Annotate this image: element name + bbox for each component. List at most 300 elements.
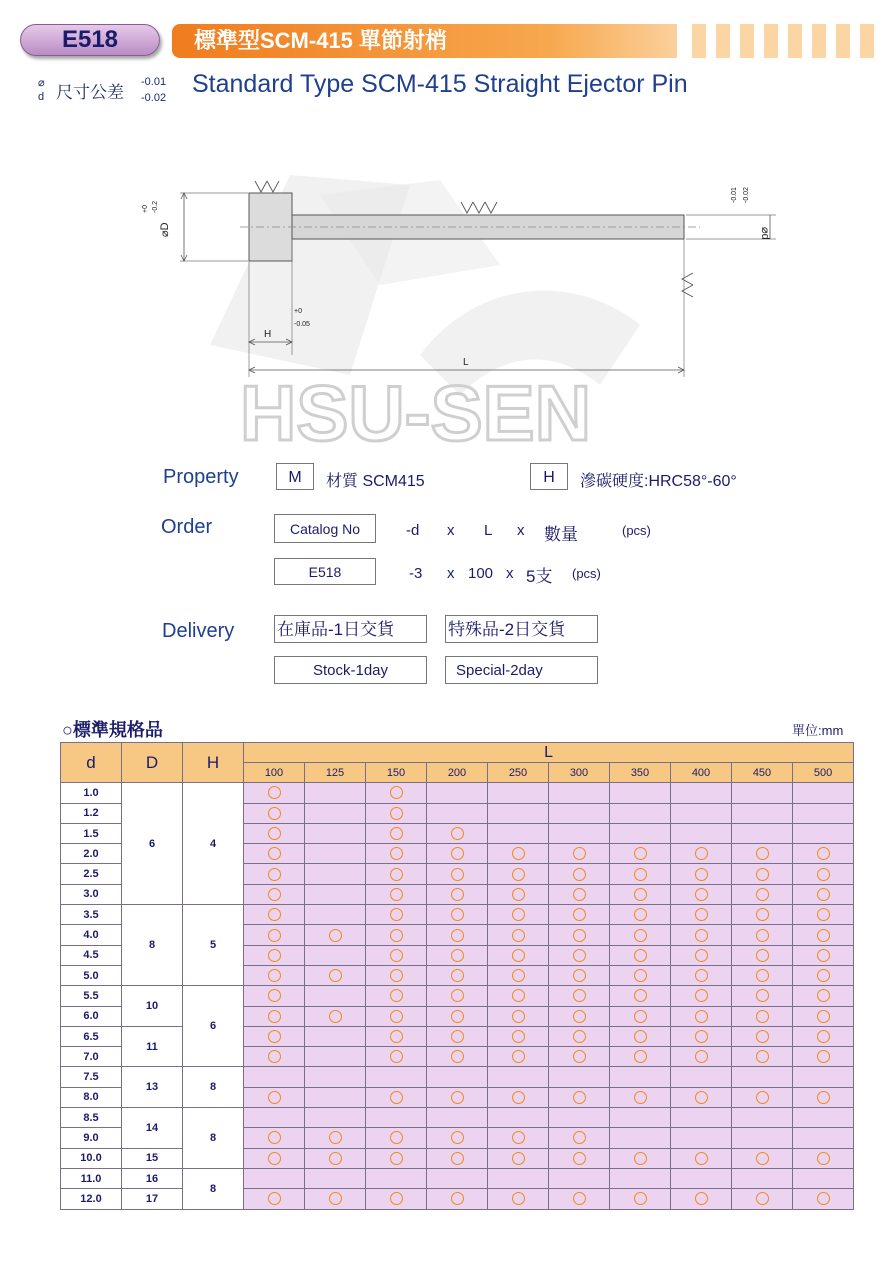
availability-cell — [549, 823, 610, 843]
availability-cell — [793, 1168, 854, 1188]
availability-cell — [549, 1108, 610, 1128]
availability-cell — [488, 1128, 549, 1148]
availability-cell — [610, 965, 671, 985]
available-circle-icon — [329, 1192, 342, 1205]
availability-cell — [244, 1108, 305, 1128]
availability-cell — [488, 803, 549, 823]
availability-cell — [488, 925, 549, 945]
availability-cell — [549, 1047, 610, 1067]
available-circle-icon — [573, 868, 586, 881]
availability-cell — [610, 925, 671, 945]
cell-H: 8 — [183, 1168, 244, 1209]
delivery-label: Delivery — [162, 620, 235, 642]
availability-cell — [366, 905, 427, 925]
availability-cell — [488, 1189, 549, 1209]
table-title: ○標準規格品 — [62, 720, 163, 740]
availability-cell — [427, 1067, 488, 1087]
availability-cell — [488, 1047, 549, 1067]
availability-cell — [488, 905, 549, 925]
availability-cell — [488, 1026, 549, 1046]
availability-cell — [610, 986, 671, 1006]
title-stripe — [740, 24, 754, 58]
availability-cell — [244, 1189, 305, 1209]
availability-cell — [244, 884, 305, 904]
availability-cell — [305, 1006, 366, 1026]
available-circle-icon — [817, 847, 830, 860]
available-circle-icon — [817, 1010, 830, 1023]
availability-cell — [610, 1047, 671, 1067]
available-circle-icon — [573, 1030, 586, 1043]
available-circle-icon — [512, 1192, 525, 1205]
title-stripe — [764, 24, 778, 58]
availability-cell — [732, 925, 793, 945]
availability-cell — [244, 783, 305, 803]
availability-cell — [488, 864, 549, 884]
available-circle-icon — [573, 949, 586, 962]
available-circle-icon — [268, 1131, 281, 1144]
available-circle-icon — [634, 949, 647, 962]
available-circle-icon — [756, 949, 769, 962]
availability-cell — [366, 1189, 427, 1209]
table-row — [61, 905, 854, 925]
availability-cell — [305, 925, 366, 945]
availability-cell — [793, 1108, 854, 1128]
availability-cell — [427, 864, 488, 884]
d-tol-upper: -0.01 — [731, 187, 738, 203]
title-stripe — [716, 24, 730, 58]
table-row — [61, 1067, 854, 1087]
available-circle-icon — [817, 868, 830, 881]
availability-cell — [732, 1047, 793, 1067]
availability-cell — [671, 1108, 732, 1128]
availability-cell — [671, 925, 732, 945]
available-circle-icon — [268, 1192, 281, 1205]
availability-cell — [610, 884, 671, 904]
available-circle-icon — [390, 1131, 403, 1144]
availability-cell — [488, 844, 549, 864]
availability-cell — [488, 1006, 549, 1026]
available-circle-icon — [817, 929, 830, 942]
availability-cell — [549, 1026, 610, 1046]
availability-cell — [488, 783, 549, 803]
available-circle-icon — [512, 1030, 525, 1043]
available-circle-icon — [756, 989, 769, 1002]
cell-D: 8 — [122, 905, 183, 986]
availability-cell — [366, 925, 427, 945]
cell-d: 10.0 — [61, 1148, 122, 1168]
availability-cell — [366, 965, 427, 985]
product-title-zh: 標準型SCM-415 單節射梢 — [172, 24, 677, 58]
available-circle-icon — [634, 969, 647, 982]
availability-cell — [427, 1026, 488, 1046]
availability-cell — [793, 905, 854, 925]
cell-H: 8 — [183, 1067, 244, 1108]
availability-cell — [671, 1148, 732, 1168]
available-circle-icon — [573, 969, 586, 982]
available-circle-icon — [329, 969, 342, 982]
pin-head — [249, 193, 292, 261]
available-circle-icon — [390, 1192, 403, 1205]
availability-cell — [610, 1026, 671, 1046]
availability-cell — [610, 844, 671, 864]
availability-cell — [671, 803, 732, 823]
availability-cell — [732, 945, 793, 965]
available-circle-icon — [268, 827, 281, 840]
header-L-125: 125 — [305, 763, 366, 783]
availability-cell — [366, 844, 427, 864]
delivery-special-en: Special-2day — [445, 656, 598, 684]
availability-cell — [366, 1168, 427, 1188]
availability-cell — [671, 823, 732, 843]
availability-cell — [305, 1128, 366, 1148]
cell-D: 16 — [122, 1168, 183, 1188]
available-circle-icon — [817, 949, 830, 962]
available-circle-icon — [390, 1030, 403, 1043]
available-circle-icon — [573, 1192, 586, 1205]
available-circle-icon — [634, 1192, 647, 1205]
availability-cell — [732, 1067, 793, 1087]
header-H: H — [183, 743, 244, 783]
D-tol-lower: -0.2 — [152, 200, 159, 213]
availability-cell — [427, 986, 488, 1006]
availability-cell — [427, 844, 488, 864]
cell-d: 7.5 — [61, 1067, 122, 1087]
availability-cell — [427, 1006, 488, 1026]
order-field-L: L — [484, 522, 493, 539]
available-circle-icon — [512, 847, 525, 860]
title-stripe — [788, 24, 802, 58]
availability-cell — [732, 1026, 793, 1046]
available-circle-icon — [817, 1050, 830, 1063]
availability-cell — [671, 884, 732, 904]
available-circle-icon — [634, 1030, 647, 1043]
availability-cell — [305, 1067, 366, 1087]
availability-cell — [671, 1189, 732, 1209]
available-circle-icon — [451, 1192, 464, 1205]
available-circle-icon — [329, 1152, 342, 1165]
availability-cell — [305, 1047, 366, 1067]
available-circle-icon — [695, 847, 708, 860]
available-circle-icon — [451, 1152, 464, 1165]
available-circle-icon — [634, 868, 647, 881]
available-circle-icon — [451, 969, 464, 982]
availability-cell — [488, 965, 549, 985]
cell-d: 1.0 — [61, 783, 122, 803]
availability-cell — [366, 823, 427, 843]
availability-cell — [366, 986, 427, 1006]
availability-cell — [427, 1168, 488, 1188]
availability-cell — [549, 925, 610, 945]
availability-cell — [549, 1189, 610, 1209]
availability-cell — [305, 965, 366, 985]
available-circle-icon — [390, 888, 403, 901]
availability-cell — [549, 1168, 610, 1188]
availability-cell — [732, 803, 793, 823]
available-circle-icon — [390, 807, 403, 820]
availability-cell — [366, 1047, 427, 1067]
available-circle-icon — [512, 989, 525, 1002]
available-circle-icon — [512, 1091, 525, 1104]
availability-cell — [244, 986, 305, 1006]
cell-d: 1.5 — [61, 823, 122, 843]
available-circle-icon — [390, 1050, 403, 1063]
cell-d: 12.0 — [61, 1189, 122, 1209]
available-circle-icon — [634, 929, 647, 942]
header-L-300: 300 — [549, 763, 610, 783]
cell-d: 5.5 — [61, 986, 122, 1006]
availability-cell — [366, 1026, 427, 1046]
title-stripe — [860, 24, 874, 58]
availability-cell — [244, 864, 305, 884]
order-field-qty: 數量 — [544, 525, 578, 544]
availability-cell — [244, 1047, 305, 1067]
table-row — [61, 1108, 854, 1128]
available-circle-icon — [695, 1010, 708, 1023]
availability-cell — [305, 1108, 366, 1128]
example-d: -3 — [409, 565, 423, 582]
available-circle-icon — [451, 989, 464, 1002]
table-row — [61, 1026, 854, 1046]
available-circle-icon — [634, 1152, 647, 1165]
available-circle-icon — [573, 888, 586, 901]
availability-cell — [305, 1189, 366, 1209]
availability-cell — [488, 1108, 549, 1128]
cell-d: 7.0 — [61, 1047, 122, 1067]
available-circle-icon — [268, 949, 281, 962]
available-circle-icon — [756, 1050, 769, 1063]
table-body — [61, 783, 854, 1209]
availability-cell — [793, 783, 854, 803]
availability-cell — [427, 884, 488, 904]
available-circle-icon — [512, 868, 525, 881]
catalog-no-header: Catalog No — [274, 514, 376, 543]
available-circle-icon — [756, 969, 769, 982]
available-circle-icon — [268, 807, 281, 820]
table-row — [61, 1168, 854, 1188]
availability-cell — [427, 1087, 488, 1107]
available-circle-icon — [390, 908, 403, 921]
delivery-special-zh: 特殊品-2日交貨 — [445, 615, 598, 643]
available-circle-icon — [756, 888, 769, 901]
available-circle-icon — [756, 1192, 769, 1205]
table-row — [61, 783, 854, 803]
availability-cell — [488, 884, 549, 904]
available-circle-icon — [695, 989, 708, 1002]
availability-cell — [244, 945, 305, 965]
available-circle-icon — [329, 929, 342, 942]
available-circle-icon — [695, 1152, 708, 1165]
cell-H: 6 — [183, 986, 244, 1067]
available-circle-icon — [573, 1091, 586, 1104]
available-circle-icon — [634, 888, 647, 901]
availability-cell — [427, 1148, 488, 1168]
availability-cell — [427, 803, 488, 823]
catalog-code-badge: E518 — [20, 24, 160, 56]
availability-cell — [244, 844, 305, 864]
availability-cell — [793, 1087, 854, 1107]
availability-cell — [732, 986, 793, 1006]
availability-cell — [366, 1087, 427, 1107]
available-circle-icon — [390, 1010, 403, 1023]
availability-cell — [549, 1087, 610, 1107]
availability-cell — [549, 884, 610, 904]
availability-cell — [732, 864, 793, 884]
cell-d: 8.5 — [61, 1108, 122, 1128]
tolerance-upper: -0.01 — [141, 76, 167, 88]
cell-d: 11.0 — [61, 1168, 122, 1188]
available-circle-icon — [451, 888, 464, 901]
available-circle-icon — [695, 888, 708, 901]
delivery-stock-en: Stock-1day — [274, 656, 427, 684]
availability-cell — [549, 986, 610, 1006]
available-circle-icon — [268, 969, 281, 982]
available-circle-icon — [817, 1192, 830, 1205]
table-row — [61, 1189, 854, 1209]
available-circle-icon — [756, 868, 769, 881]
availability-cell — [610, 1067, 671, 1087]
available-circle-icon — [268, 1030, 281, 1043]
available-circle-icon — [268, 1010, 281, 1023]
availability-cell — [671, 844, 732, 864]
availability-cell — [427, 1047, 488, 1067]
available-circle-icon — [268, 847, 281, 860]
cell-d: 3.5 — [61, 905, 122, 925]
available-circle-icon — [817, 989, 830, 1002]
availability-cell — [671, 1087, 732, 1107]
available-circle-icon — [451, 827, 464, 840]
title-stripe — [692, 24, 706, 58]
availability-cell — [732, 905, 793, 925]
available-circle-icon — [390, 929, 403, 942]
available-circle-icon — [573, 1131, 586, 1144]
available-circle-icon — [512, 908, 525, 921]
available-circle-icon — [817, 969, 830, 982]
availability-cell — [244, 905, 305, 925]
availability-cell — [427, 783, 488, 803]
availability-cell — [793, 1189, 854, 1209]
availability-cell — [305, 945, 366, 965]
availability-cell — [610, 823, 671, 843]
cell-d: 4.5 — [61, 945, 122, 965]
availability-cell — [793, 864, 854, 884]
availability-cell — [488, 986, 549, 1006]
availability-cell — [732, 823, 793, 843]
available-circle-icon — [390, 949, 403, 962]
availability-cell — [366, 803, 427, 823]
availability-cell — [305, 986, 366, 1006]
cell-d: 1.2 — [61, 803, 122, 823]
cell-d: 4.0 — [61, 925, 122, 945]
availability-cell — [671, 864, 732, 884]
header-L-250: 250 — [488, 763, 549, 783]
header-L-100: 100 — [244, 763, 305, 783]
available-circle-icon — [268, 888, 281, 901]
available-circle-icon — [817, 1091, 830, 1104]
availability-cell — [305, 1168, 366, 1188]
available-circle-icon — [695, 1091, 708, 1104]
availability-cell — [732, 1006, 793, 1026]
availability-cell — [671, 1006, 732, 1026]
availability-cell — [793, 1026, 854, 1046]
tolerance-label: 尺寸公差 — [56, 83, 124, 102]
availability-cell — [671, 945, 732, 965]
availability-cell — [793, 925, 854, 945]
available-circle-icon — [756, 929, 769, 942]
availability-cell — [488, 1148, 549, 1168]
available-circle-icon — [512, 949, 525, 962]
header-L-400: 400 — [671, 763, 732, 783]
availability-cell — [244, 1006, 305, 1026]
cell-d: 9.0 — [61, 1128, 122, 1148]
available-circle-icon — [390, 827, 403, 840]
availability-cell — [793, 945, 854, 965]
available-circle-icon — [817, 1152, 830, 1165]
availability-cell — [610, 1128, 671, 1148]
available-circle-icon — [390, 847, 403, 860]
tolerance-lower: -0.02 — [141, 92, 167, 104]
material-code-box: M — [276, 463, 314, 490]
available-circle-icon — [817, 908, 830, 921]
availability-cell — [610, 783, 671, 803]
available-circle-icon — [512, 1131, 525, 1144]
technical-drawing — [120, 155, 780, 465]
material-text: 材質 SCM415 — [326, 473, 425, 490]
available-circle-icon — [634, 847, 647, 860]
available-circle-icon — [451, 908, 464, 921]
availability-cell — [244, 1067, 305, 1087]
availability-cell — [305, 783, 366, 803]
availability-cell — [305, 844, 366, 864]
availability-cell — [549, 1006, 610, 1026]
availability-cell — [366, 783, 427, 803]
available-circle-icon — [451, 1091, 464, 1104]
cell-d: 5.0 — [61, 965, 122, 985]
delivery-stock-zh: 在庫品-1日交貨 — [274, 615, 427, 643]
availability-cell — [366, 1067, 427, 1087]
availability-cell — [244, 1168, 305, 1188]
available-circle-icon — [451, 847, 464, 860]
availability-cell — [366, 1148, 427, 1168]
table-row — [61, 1148, 854, 1168]
available-circle-icon — [634, 908, 647, 921]
L-label: L — [463, 357, 469, 368]
cell-D: 13 — [122, 1067, 183, 1108]
cell-D: 10 — [122, 986, 183, 1027]
availability-cell — [305, 884, 366, 904]
availability-cell — [793, 844, 854, 864]
availability-cell — [427, 905, 488, 925]
availability-cell — [671, 783, 732, 803]
availability-cell — [244, 1128, 305, 1148]
cell-D: 11 — [122, 1026, 183, 1067]
availability-cell — [427, 1108, 488, 1128]
available-circle-icon — [695, 1192, 708, 1205]
available-circle-icon — [634, 989, 647, 1002]
availability-cell — [488, 945, 549, 965]
cell-H: 5 — [183, 905, 244, 986]
availability-cell — [244, 1087, 305, 1107]
availability-cell — [671, 1168, 732, 1188]
available-circle-icon — [634, 1050, 647, 1063]
available-circle-icon — [268, 908, 281, 921]
availability-cell — [305, 1148, 366, 1168]
available-circle-icon — [512, 969, 525, 982]
availability-cell — [793, 965, 854, 985]
available-circle-icon — [695, 969, 708, 982]
product-title-en: Standard Type SCM-415 Straight Ejector Pin — [192, 70, 688, 98]
availability-cell — [244, 965, 305, 985]
header-L-350: 350 — [610, 763, 671, 783]
